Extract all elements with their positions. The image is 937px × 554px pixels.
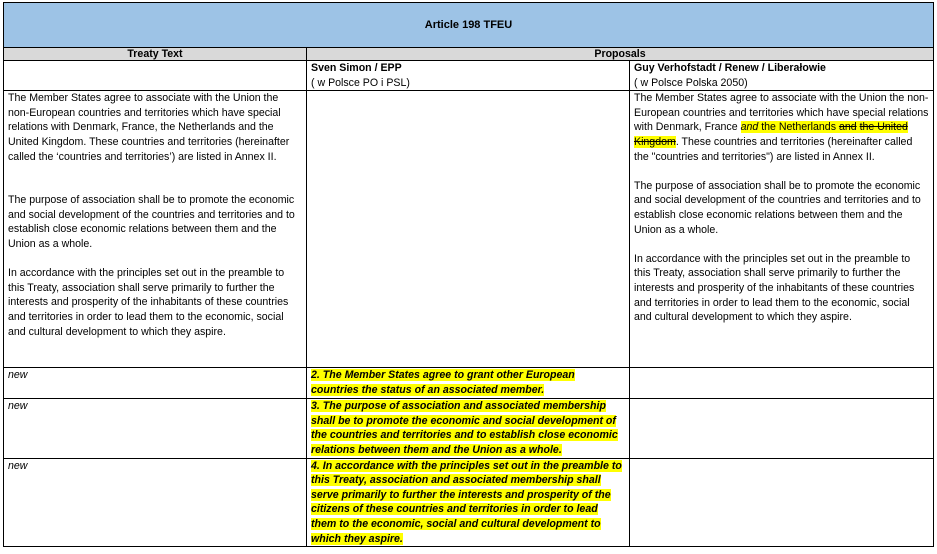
new-label-4: new [4, 458, 307, 547]
proposal-3-text: The purpose of association and associated membership shall be to promote the economic and social development of the countries and territories and to establish close economic relations between them and the Union as a whole. [311, 400, 618, 456]
verhofstadt-deleted-and: and [838, 121, 857, 134]
simon-empty-cell [307, 91, 630, 368]
new-label-3: new [4, 399, 307, 458]
new-label-2: new [4, 368, 307, 399]
verhofstadt-empty-2 [630, 368, 934, 399]
proposal-4-text: In accordance with the principles set out in the preamble to this Treaty, association and associated membership shall serve primarily to further the interests and prosperity of the citizens of these countries and territories in order to lead them to the economic, social and cultural development to which they aspire. [311, 459, 622, 545]
proposals-header: Proposals [307, 48, 934, 61]
proposal-4-number: 4. [311, 459, 320, 472]
verhofstadt-text-cell [630, 91, 934, 368]
comparison-table [3, 2, 934, 547]
verhofstadt-netherlands: the Netherlands [758, 121, 839, 134]
simon-proposal-3 [307, 399, 630, 458]
treaty-paragraph-2: The purpose of association shall be to promote the economic and social development of the countries and territories and to establish close economic relations between them and the Union as a whole. [8, 194, 295, 250]
verhofstadt-paragraph-2: The purpose of association shall be to promote the economic and social development of the countries and territories and to establish close economic relations between them and the Union as a whole. [634, 179, 921, 236]
verhofstadt-inserted-and: and [740, 121, 759, 134]
author-verhofstadt-party: ( w Polsce Polska 2050) [634, 76, 748, 89]
author-verhofstadt-cell [630, 61, 934, 91]
author-empty-cell [4, 61, 307, 91]
author-simon-party: ( w Polsce PO i PSL) [311, 76, 410, 89]
treaty-paragraph-3: In accordance with the principles set out in the preamble to this Treaty, association shall serve primarily to further the interests and prosperity of the inhabitants of these countries and territories in order to lead them to the economic, social and cultural development to which they aspire. [8, 267, 289, 338]
verhofstadt-empty-3 [630, 399, 934, 458]
verhofstadt-empty-4 [630, 458, 934, 547]
page-title: Article 198 TFEU [4, 3, 934, 48]
verhofstadt-deleted-uk: the United Kingdom [634, 121, 908, 148]
verhofstadt-p1-text: The Member States agree to associate with the Union the non-European countries and territories which have special relations with Denmark, France [634, 92, 929, 134]
verhofstadt-paragraph-1 [634, 91, 929, 164]
simon-proposal-2 [307, 368, 630, 399]
treaty-text-header: Treaty Text [4, 48, 307, 61]
verhofstadt-paragraph-3: In accordance with the principles set out in the preamble to this Treaty, association shall serve primarily to further the interests and prosperity of the inhabitants of these countries and territories in order to lead them to the economic, social and cultural development to which they aspire. [634, 252, 915, 324]
proposal-2-number: 2. [311, 369, 320, 382]
simon-proposal-4 [307, 458, 630, 547]
author-simon-cell [307, 61, 630, 91]
verhofstadt-period: . [675, 135, 679, 148]
proposal-2-text: The Member States agree to grant other European countries the status of an associated member. [311, 369, 575, 396]
verhofstadt-p1-rest: These countries and territories (hereinafter called the "countries and territories") are listed in Annex II. [634, 135, 913, 163]
proposal-3-number: 3. [311, 400, 320, 413]
treaty-text-cell [4, 91, 307, 368]
author-verhofstadt-name: Guy Verhofstadt / Renew / Liberałowie [634, 62, 826, 74]
author-simon-name: Sven Simon / EPP [311, 62, 402, 74]
treaty-paragraph-1: The Member States agree to associate with the Union the non-European countries and territories which have special relations with Denmark, France, the Netherlands and the United Kingdom. These countries and territories (hereinafter called the ‘countries and territories’) are listed in Annex II. [8, 92, 290, 163]
